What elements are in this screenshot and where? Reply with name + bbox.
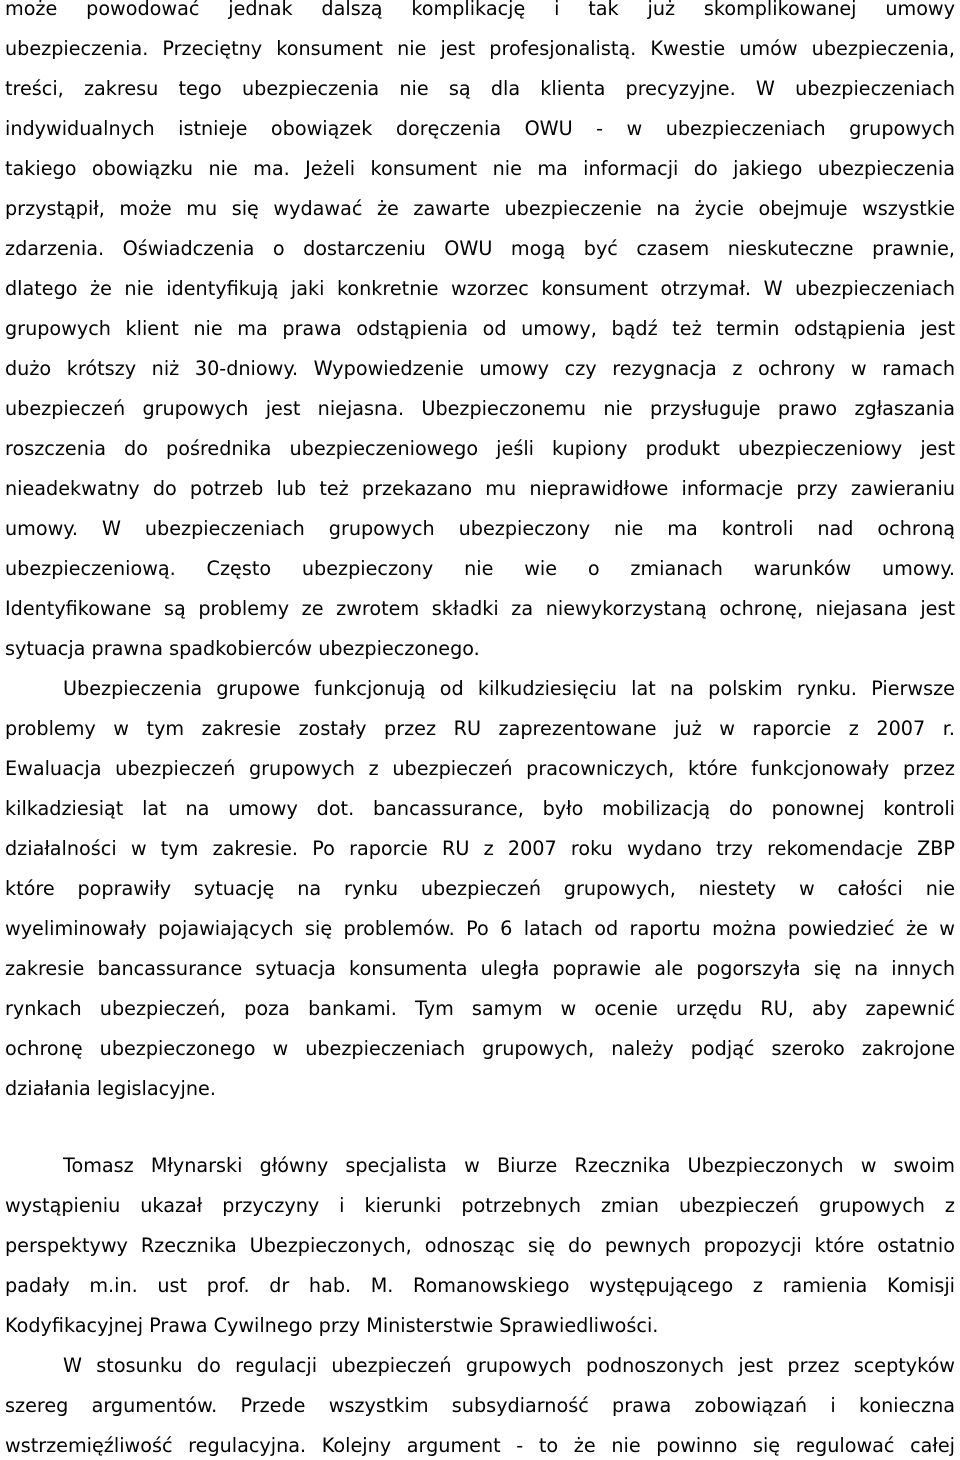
text-line: roszczenia do pośrednika ubezpieczeniowego jeśli kupiony produkt ubezpieczeniowy jest [5, 437, 955, 460]
text-line: działalności w tym zakresie. Po raporcie RU z 2007 roku wydano trzy rekomendacje ZBP [5, 837, 955, 860]
text-line: nieadekwatny do potrzeb lub też przekazano mu nieprawidłowe informacje przy zawieraniu [5, 477, 955, 500]
text-line: Ubezpieczenia grupowe funkcjonują od kilkudziesięciu lat na polskim rynku. Pierwsze [63, 677, 955, 700]
text-line: przystąpił, może mu się wydawać że zawarte ubezpieczenie na życie obejmuje wszystkie [5, 197, 955, 220]
text-line: może powodować jednak dalszą komplikację i tak już skomplikowanej umowy [5, 0, 955, 20]
text-line: Identyfikowane są problemy ze zwrotem składki za niewykorzystaną ochronę, niejasana jest [5, 597, 955, 620]
text-line: wstrzemięźliwość regulacyjna. Kolejny argument - to że nie powinno się regulować całej [5, 1434, 955, 1457]
paragraph-3 [5, 1146, 955, 1346]
paragraph-2 [5, 669, 955, 1109]
text-line: dużo krótszy niż 30-dniowy. Wypowiedzenie umowy czy rezygnacja z ochrony w ramach [5, 357, 955, 380]
text-line: umowy. W ubezpieczeniach grupowych ubezpieczony nie ma kontroli nad ochroną [5, 517, 955, 540]
paragraph-1 [5, 0, 955, 669]
text-line: wyeliminowały pojawiających się problemów. Po 6 latach od raportu można powiedzieć że w [5, 917, 955, 940]
text-line: takiego obowiązku nie ma. Jeżeli konsument nie ma informacji do jakiego ubezpieczenia [5, 157, 955, 180]
text-line: perspektywy Rzecznika Ubezpieczonych, odnosząc się do pewnych propozycji które ostatnio [5, 1234, 955, 1257]
text-line: ubezpieczeń grupowych jest niejasna. Ubezpieczonemu nie przysługuje prawo zgłaszania [5, 397, 955, 420]
text-line: zakresie bancassurance sytuacja konsumenta uległa poprawie ale pogorszyła się na innych [5, 957, 955, 980]
text-line: działania legislacyjne. [5, 1077, 216, 1100]
text-line: sytuacja prawna spadkobierców ubezpieczonego. [5, 637, 480, 660]
text-line: grupowych klient nie ma prawa odstąpienia od umowy, bądź też termin odstąpienia jest [5, 317, 955, 340]
text-line: problemy w tym zakresie zostały przez RU zaprezentowane już w raporcie z 2007 r. [5, 717, 955, 740]
text-line: W stosunku do regulacji ubezpieczeń grupowych podnoszonych jest przez sceptyków [63, 1354, 955, 1377]
text-line: Tomasz Młynarski główny specjalista w Biurze Rzecznika Ubezpieczonych w swoim [63, 1154, 955, 1177]
text-line: wystąpieniu ukazał przyczyny i kierunki potrzebnych zmian ubezpieczeń grupowych z [5, 1194, 955, 1217]
text-line: szereg argumentów. Przede wszystkim subsydiarność prawa zobowiązań i konieczna [5, 1394, 955, 1417]
text-line: treści, zakresu tego ubezpieczenia nie są dla klienta precyzyjne. W ubezpieczeniach [5, 77, 955, 100]
text-line: Ewaluacja ubezpieczeń grupowych z ubezpieczeń pracowniczych, które funkcjonowały przez [5, 757, 955, 780]
text-line: dlatego że nie identyfikują jaki konkretnie wzorzec konsument otrzymał. W ubezpieczeniach [5, 277, 955, 300]
text-line: które poprawiły sytuację na rynku ubezpieczeń grupowych, niestety w całości nie [5, 877, 955, 900]
text-line: indywidualnych istnieje obowiązek doręczenia OWU - w ubezpieczeniach grupowych [5, 117, 955, 140]
text-line: ubezpieczeniową. Często ubezpieczony nie wie o zmianach warunków umowy. [5, 557, 955, 580]
text-line: padały m.in. ust prof. dr hab. M. Romanowskiego występującego z ramienia Komisji [5, 1274, 955, 1297]
text-line: zdarzenia. Oświadczenia o dostarczeniu OWU mogą być czasem nieskuteczne prawnie, [5, 237, 955, 260]
text-line: ubezpieczenia. Przeciętny konsument nie jest profesjonalistą. Kwestie umów ubezpieczenia, [5, 37, 955, 60]
text-line: ochronę ubezpieczonego w ubezpieczeniach grupowych, należy podjąć szeroko zakrojone [5, 1037, 955, 1060]
paragraph-4 [5, 1346, 955, 1460]
text-line: kilkadziesiąt lat na umowy dot. bancassurance, było mobilizacją do ponownej kontroli [5, 797, 955, 820]
text-line: Kodyfikacyjnej Prawa Cywilnego przy Ministerstwie Sprawiedliwości. [5, 1314, 659, 1337]
text-line: rynkach ubezpieczeń, poza bankami. Tym samym w ocenie urzędu RU, aby zapewnić [5, 997, 955, 1020]
